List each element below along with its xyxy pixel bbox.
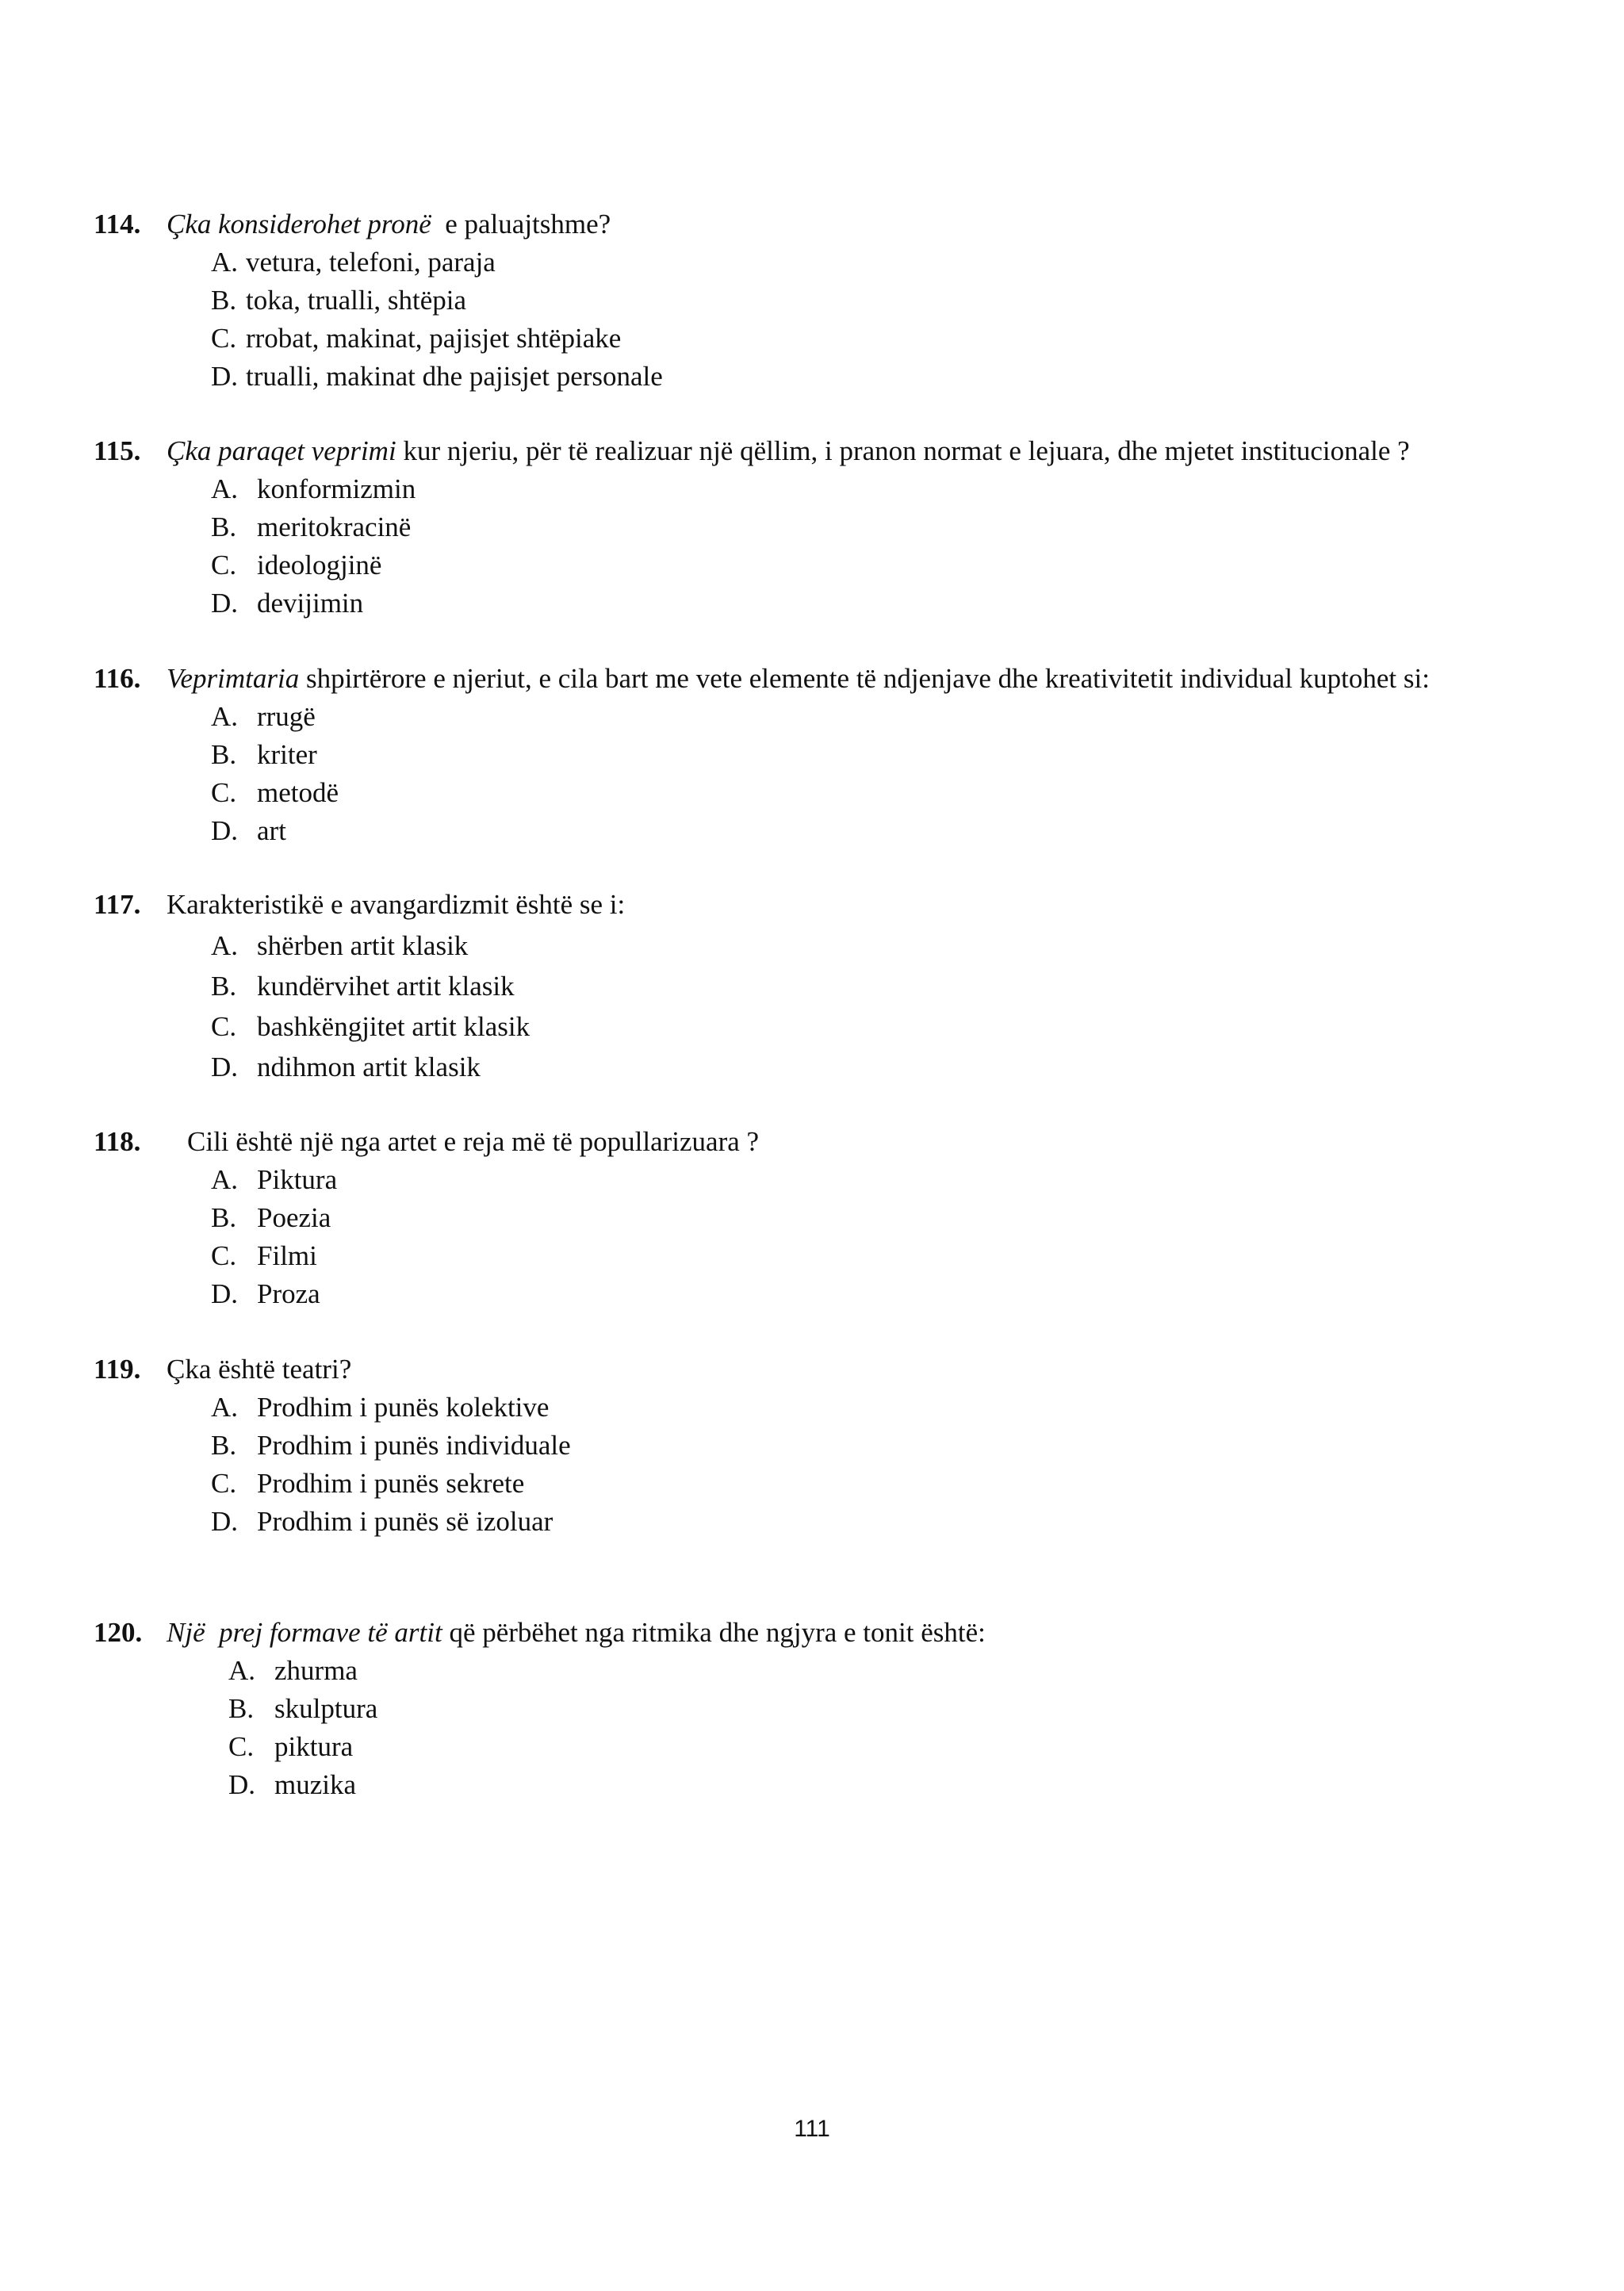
option-a xyxy=(94,1389,571,1427)
option-letter: D. xyxy=(211,588,239,619)
question-number: 115. xyxy=(94,435,141,466)
stem-text: kur njeriu, për të realizuar një qëllim, i pranon normat e lejuara, dhe mjetet institucionale ? xyxy=(396,435,1410,466)
stem-text: shpirtërore e njeriut, e cila bart me vete elemente të ndjenjave dhe kreativitetit individual kuptohet si: xyxy=(299,663,1430,694)
option-text: Prodhim i punës individuale xyxy=(257,1430,571,1461)
option-c xyxy=(94,320,663,358)
option-text: bashkëngjitet artit klasik xyxy=(257,1011,530,1042)
option-d xyxy=(94,1047,625,1087)
option-text: muzika xyxy=(274,1769,357,1800)
option-letter: A. xyxy=(211,1164,239,1195)
option-text: meritokracinë xyxy=(257,511,412,542)
option-a xyxy=(94,470,1410,508)
option-letter: A. xyxy=(211,701,239,732)
option-letter: C. xyxy=(228,1731,255,1762)
option-letter: C. xyxy=(211,1468,237,1499)
option-d xyxy=(94,584,1410,623)
option-text: devijimin xyxy=(257,588,364,619)
option-letter: C. xyxy=(211,777,237,808)
question-117 xyxy=(94,886,625,1087)
option-c xyxy=(94,1006,625,1047)
option-text: ideologjinë xyxy=(257,550,382,580)
option-letter: D. xyxy=(228,1769,256,1800)
option-text: vetura, telefoni, paraja xyxy=(246,247,496,278)
option-a xyxy=(94,243,663,282)
question-120 xyxy=(94,1614,986,1804)
option-letter: B. xyxy=(211,1430,237,1461)
option-text: Poezia xyxy=(257,1202,331,1233)
option-letter: C. xyxy=(211,1240,237,1271)
option-c xyxy=(94,1237,759,1275)
question-stem xyxy=(94,886,625,924)
stem-text: që përbëhet nga ritmika dhe ngjyra e tonit është: xyxy=(442,1617,986,1648)
question-number: 119. xyxy=(94,1354,141,1385)
question-119 xyxy=(94,1350,571,1541)
option-letter: D. xyxy=(211,1052,239,1082)
option-letter: B. xyxy=(211,1202,237,1233)
option-d xyxy=(94,812,1430,850)
question-116 xyxy=(94,660,1430,850)
option-text: toka, trualli, shtëpia xyxy=(246,285,466,316)
question-stem xyxy=(94,205,663,243)
option-b xyxy=(94,282,663,320)
page-number: 111 xyxy=(794,2116,830,2142)
option-letter: D. xyxy=(211,1278,239,1309)
option-a xyxy=(94,698,1430,736)
option-c xyxy=(94,1728,986,1766)
stem-text: e paluajtshme? xyxy=(431,209,611,239)
question-number: 118. xyxy=(94,1126,141,1157)
option-text: Prodhim i punës kolektive xyxy=(257,1392,550,1423)
option-b xyxy=(94,966,625,1006)
option-d xyxy=(94,358,663,396)
option-b xyxy=(94,1690,986,1728)
question-stem xyxy=(94,660,1430,698)
option-text: shërben artit klasik xyxy=(257,930,469,961)
option-letter: B. xyxy=(211,739,237,770)
question-stem xyxy=(94,432,1410,470)
option-letter: C. xyxy=(211,1011,237,1042)
option-letter: D. xyxy=(211,1506,239,1537)
option-text: rrobat, makinat, pajisjet shtëpiake xyxy=(246,323,622,354)
option-letter: B. xyxy=(211,511,237,542)
option-text: skulptura xyxy=(274,1693,378,1724)
option-text: rrugë xyxy=(257,701,316,732)
option-text: ndihmon artit klasik xyxy=(257,1052,481,1082)
option-text: kundërvihet artit klasik xyxy=(257,971,515,1002)
stem-italic-text: Çka konsiderohet pronë xyxy=(167,209,431,239)
option-letter: D. xyxy=(211,815,239,846)
option-letter: B. xyxy=(211,285,237,316)
option-letter: A. xyxy=(211,1392,239,1423)
option-d xyxy=(94,1503,571,1541)
question-number: 114. xyxy=(94,209,141,239)
option-b xyxy=(94,1427,571,1465)
option-text: trualli, makinat dhe pajisjet personale xyxy=(246,361,663,392)
option-a xyxy=(94,925,625,966)
option-letter: C. xyxy=(211,550,237,580)
option-text: kriter xyxy=(257,739,317,770)
question-stem xyxy=(94,1614,986,1652)
option-b xyxy=(94,736,1430,774)
stem-text: Cili është një nga artet e reja më të popullarizuara ? xyxy=(187,1126,760,1157)
option-text: Prodhim i punës sekrete xyxy=(257,1468,525,1499)
stem-italic-text: Veprimtaria xyxy=(167,663,300,694)
option-a xyxy=(94,1652,986,1690)
question-stem xyxy=(94,1350,571,1389)
option-text: Proza xyxy=(257,1278,320,1309)
option-letter: C. xyxy=(211,323,237,354)
option-letter: D. xyxy=(211,361,239,392)
option-a xyxy=(94,1161,759,1199)
option-d xyxy=(94,1275,759,1313)
option-letter: A. xyxy=(228,1655,256,1686)
option-text: Piktura xyxy=(257,1164,338,1195)
question-number: 117. xyxy=(94,889,141,920)
option-letter: B. xyxy=(211,971,237,1002)
option-b xyxy=(94,508,1410,546)
question-number: 116. xyxy=(94,663,141,694)
question-115 xyxy=(94,432,1410,623)
option-b xyxy=(94,1199,759,1237)
option-letter: A. xyxy=(211,473,239,504)
option-text: metodë xyxy=(257,777,339,808)
stem-text: Çka është teatri? xyxy=(167,1354,352,1385)
option-text: konformizmin xyxy=(257,473,416,504)
option-d xyxy=(94,1766,986,1804)
option-letter: A. xyxy=(211,930,239,961)
question-114 xyxy=(94,205,663,396)
question-118 xyxy=(94,1123,759,1313)
option-text: zhurma xyxy=(274,1655,358,1686)
question-number: 120. xyxy=(94,1617,143,1648)
option-c xyxy=(94,1465,571,1503)
option-c xyxy=(94,774,1430,812)
option-letter: A. xyxy=(211,247,239,278)
option-letter: B. xyxy=(228,1693,255,1724)
stem-italic-text: Çka paraqet veprimi xyxy=(167,435,396,466)
option-c xyxy=(94,546,1410,584)
stem-text: Karakteristikë e avangardizmit është se i: xyxy=(167,889,626,920)
option-text: Prodhim i punës së izoluar xyxy=(257,1506,553,1537)
option-text: piktura xyxy=(274,1731,354,1762)
question-stem xyxy=(94,1123,759,1161)
option-text: art xyxy=(257,815,286,846)
stem-italic-text: Një prej formave të artit xyxy=(167,1617,442,1648)
option-text: Filmi xyxy=(257,1240,317,1271)
